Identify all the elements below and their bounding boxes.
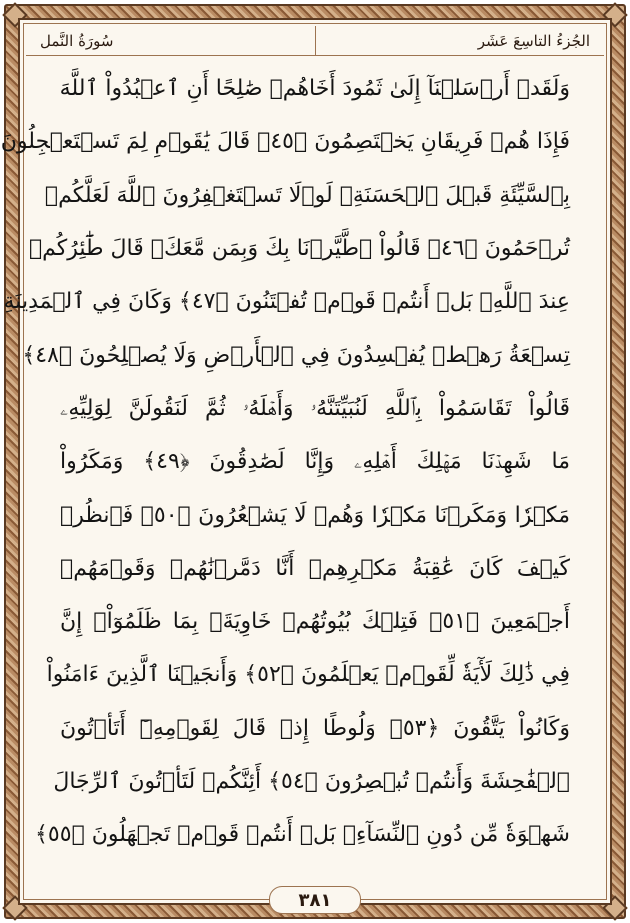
text-line-5: عِندَ ٱللَّهِۖ بَلۡ أَنتُمۡ قَوۡمٞ تُفۡتَنُونَ ﴿٤٧﴾ وَكَانَ فِي ٱلۡمَدِينَةِ <box>3 289 570 315</box>
text-line-8: مَا شَهِدۡنَا مَهۡلِكَ أَهۡلِهِۦ وَإِنَّا لَصَٰدِقُونَ ﴿٤٩﴾ وَمَكَرُواْ <box>60 449 570 475</box>
text-line-14: ٱلۡفَٰحِشَةَ وَأَنتُمۡ تُبۡصِرُونَ ﴿٥٤﴾ أَئِنَّكُمۡ لَتَأۡتُونَ ٱلرِّجَالَ <box>53 769 570 794</box>
text-line-10: كَيۡفَ كَانَ عَٰقِبَةُ مَكۡرِهِمۡ أَنَّا دَمَّرۡنَٰهُمۡ وَقَوۡمَهُمۡ <box>60 555 570 581</box>
text-line-6: تِسۡعَةُ رَهۡطٖ يُفۡسِدُونَ فِي ٱلۡأَرۡضِ وَلَا يُصۡلِحُونَ ﴿٤٨﴾ <box>22 342 570 368</box>
text-line-1: وَلَقَدۡ أَرۡسَلۡنَآ إِلَىٰ ثَمُودَ أَخَاهُمۡ صَٰلِحًا أَنِ ٱعۡبُدُواْ ٱللَّهَ <box>59 76 570 102</box>
page-number: ٣٨١ <box>269 886 361 914</box>
text-line-11: أَجۡمَعِينَ ﴿٥١﴾ فَتِلۡكَ بُيُوتُهُمۡ خَاوِيَةَۢ بِمَا ظَلَمُوٓاْۚ إِنَّ <box>60 609 571 635</box>
quran-text-block <box>0 62 571 862</box>
text-line-2: فَإِذَا هُمۡ فَرِيقَانِ يَخۡتَصِمُونَ ﴿٤٥﴾ قَالَ يَٰقَوۡمِ لِمَ تَسۡتَعۡجِلُونَ <box>0 129 570 155</box>
surah-label: سُورَةُ النَّمل <box>40 31 114 50</box>
page-footer <box>0 880 630 920</box>
page-header <box>26 26 604 56</box>
text-line-4: تُرۡحَمُونَ ﴿٤٦﴾ قَالُواْ ٱطَّيَّرۡنَا بِكَ وَبِمَن مَّعَكَۚ قَالَ طَٰٓئِرُكُمۡ <box>28 236 570 262</box>
text-line-7: قَالُواْ تَقَاسَمُواْ بِٱللَّهِ لَنُبَيِّتَنَّهُۥ وَأَهۡلَهُۥ ثُمَّ لَنَقُولَنَّ لِوَلِيِّهِۦ <box>60 395 570 421</box>
text-line-9: مَكۡرٗا وَمَكَرۡنَا مَكۡرٗا وَهُمۡ لَا يَشۡعُرُونَ ﴿٥٠﴾ فَٱنظُرۡ <box>60 502 570 528</box>
text-line-3: بِٱلسَّيِّئَةِ قَبۡلَ ٱلۡحَسَنَةِۖ لَوۡلَا تَسۡتَغۡفِرُونَ ٱللَّهَ لَعَلَّكُمۡ <box>44 182 570 208</box>
juz-label: الجُزءُ التاسِعَ عَشَر <box>477 31 590 50</box>
text-line-13: وَكَانُواْ يَتَّقُونَ ﴿٥٣﴾ وَلُوطًا إِذۡ قَالَ لِقَوۡمِهِۦٓ أَتَأۡتُونَ <box>60 715 570 741</box>
text-line-15: شَهۡوَةٗ مِّن دُونِ ٱلنِّسَآءِۚ بَلۡ أَنتُمۡ قَوۡمٞ تَجۡهَلُونَ ﴿٥٥﴾ <box>35 822 570 848</box>
text-line-12: فِي ذَٰلِكَ لَأٓيَةٗ لِّقَوۡمٖ يَعۡلَمُونَ ﴿٥٢﴾ وَأَنجَيۡنَا ٱلَّذِينَ ءَامَنُواْ <box>46 662 570 688</box>
header-divider <box>315 26 316 55</box>
